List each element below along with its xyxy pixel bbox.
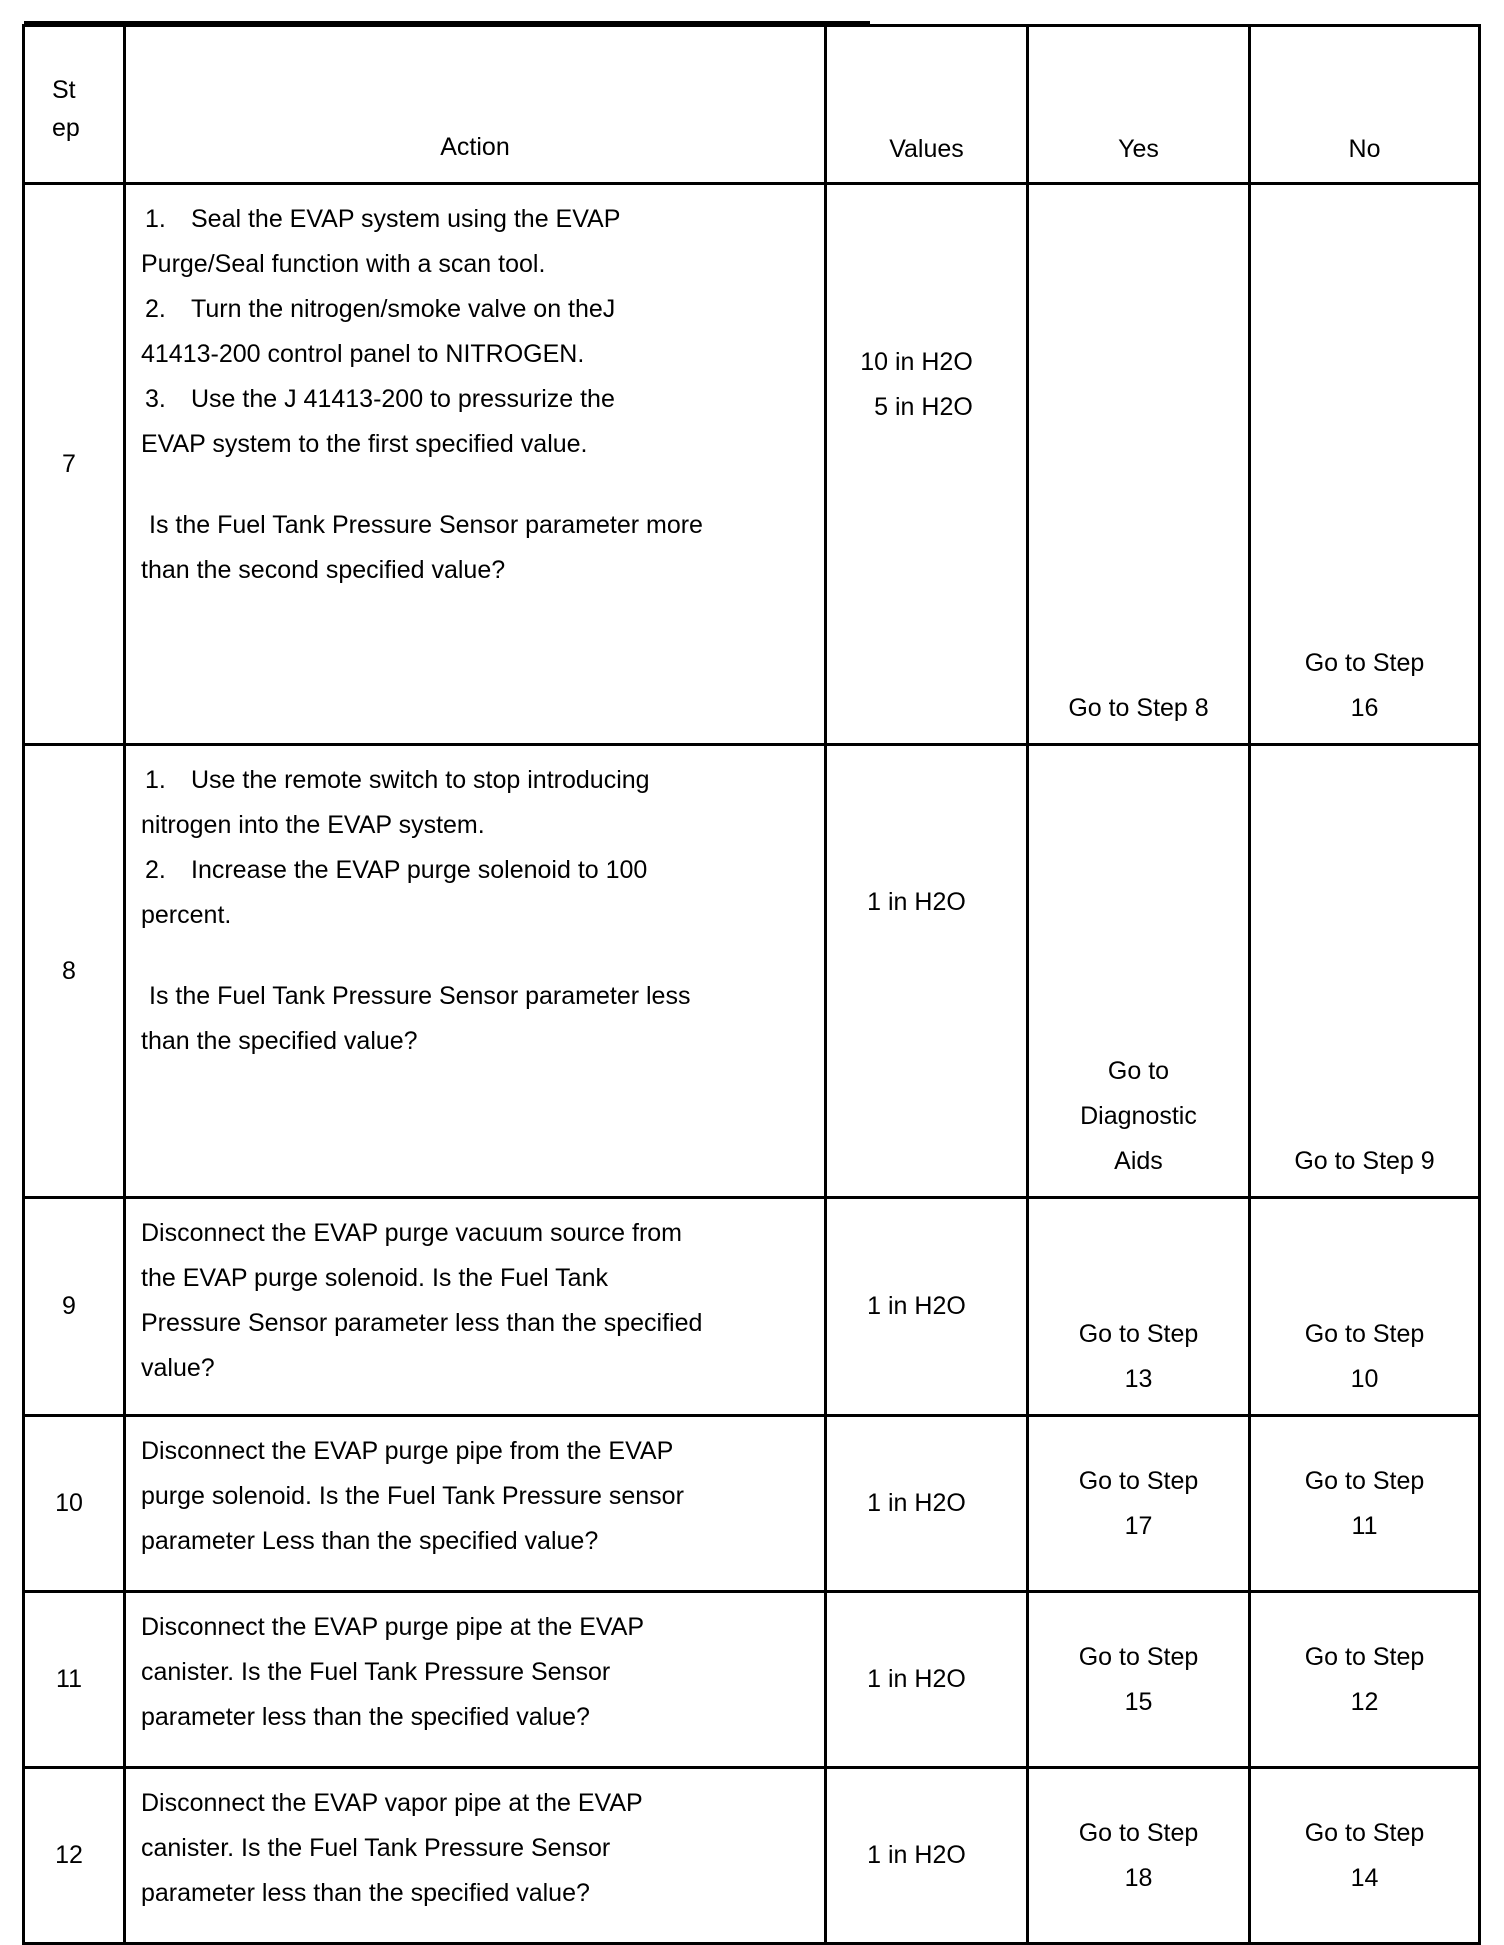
action-line: Disconnect the EVAP purge pipe at the EVAP [141, 1613, 645, 1641]
item-text: Increase the EVAP purge solenoid to 100 [191, 856, 648, 884]
value-line: 10 in H2O [860, 348, 973, 376]
value-line: 1 in H2O [867, 1489, 966, 1517]
no-text: Go to Step [1304, 1818, 1425, 1847]
header-values: Values [826, 26, 1028, 184]
yes-text: Go to [1107, 1057, 1170, 1085]
value-line: 1 in H2O [867, 1292, 966, 1320]
value-line: 1 in H2O [867, 1665, 966, 1693]
question-line: Is the Fuel Tank Pressure Sensor parameter less [149, 982, 691, 1010]
yes-cell [1028, 1416, 1250, 1592]
table-row [24, 184, 1480, 745]
action-item [141, 848, 794, 893]
action-line: parameter less than the specified value? [141, 1703, 590, 1731]
action-cell [125, 1416, 826, 1592]
item-text: Use the remote switch to stop introducing [191, 766, 650, 794]
no-text: 10 [1350, 1365, 1379, 1393]
no-text: 14 [1350, 1863, 1379, 1892]
yes-cell [1028, 1768, 1250, 1944]
step-number: 11 [24, 1592, 125, 1768]
action-cell [125, 184, 826, 745]
no-cell [1250, 745, 1480, 1198]
step-number: 8 [24, 745, 125, 1198]
yes-cell [1028, 745, 1250, 1198]
action-line: Pressure Sensor parameter less than the specified [141, 1309, 703, 1337]
table-row [24, 1416, 1480, 1592]
values-cell [826, 1768, 1028, 1944]
action-item-cont: nitrogen into the EVAP system. [141, 811, 485, 839]
value-line: 5 in H2O [874, 393, 973, 421]
yes-text: Go to Step [1078, 1466, 1199, 1495]
no-cell [1250, 1198, 1480, 1416]
action-item [141, 197, 794, 242]
values-cell [826, 1198, 1028, 1416]
values-cell [826, 745, 1028, 1198]
no-text: 16 [1350, 694, 1379, 722]
item-number: 3. [145, 385, 166, 413]
step-number: 9 [24, 1198, 125, 1416]
header-action: Action [125, 26, 826, 184]
action-line: purge solenoid. Is the Fuel Tank Pressure sensor [141, 1482, 684, 1510]
header-step-line: St [52, 75, 76, 104]
step-number: 10 [24, 1416, 125, 1592]
action-item-cont: percent. [141, 901, 232, 929]
table-row [24, 1768, 1480, 1944]
item-number: 2. [145, 295, 166, 323]
header-no: No [1250, 26, 1480, 184]
action-line: Disconnect the EVAP purge pipe from the EVAP [141, 1437, 674, 1465]
action-item [141, 377, 794, 422]
yes-cell [1028, 1592, 1250, 1768]
header-step-line: ep [52, 113, 80, 142]
action-item-cont: 41413-200 control panel to NITROGEN. [141, 340, 585, 368]
spacer [141, 467, 794, 503]
step-number: 12 [24, 1768, 125, 1944]
values-cell [826, 1592, 1028, 1768]
header-yes: Yes [1028, 26, 1250, 184]
no-cell [1250, 1416, 1480, 1592]
table-row [24, 745, 1480, 1198]
item-number: 1. [145, 766, 166, 794]
no-cell [1250, 1768, 1480, 1944]
no-cell [1250, 1592, 1480, 1768]
action-line: value? [141, 1354, 215, 1382]
table-row [24, 1592, 1480, 1768]
spacer [141, 938, 794, 974]
value-line: 1 in H2O [867, 1841, 966, 1869]
no-text: Go to Step 9 [1294, 1147, 1435, 1175]
action-cell [125, 1592, 826, 1768]
table-row [24, 1198, 1480, 1416]
yes-text: 18 [1124, 1863, 1153, 1892]
values-cell [826, 184, 1028, 745]
yes-text: Aids [1114, 1147, 1163, 1175]
item-text: Turn the nitrogen/smoke valve on theJ [191, 295, 616, 323]
yes-text: Go to Step [1078, 1818, 1199, 1847]
action-line: Disconnect the EVAP vapor pipe at the EVAP [141, 1789, 643, 1817]
action-cell [125, 1198, 826, 1416]
action-line: the EVAP purge solenoid. Is the Fuel Tank [141, 1264, 608, 1292]
question-line: Is the Fuel Tank Pressure Sensor parameter more [149, 511, 703, 539]
action-line: parameter Less than the specified value? [141, 1527, 599, 1555]
no-text: Go to Step [1304, 1642, 1425, 1671]
no-text: 11 [1351, 1511, 1378, 1540]
action-cell [125, 1768, 826, 1944]
values-cell [826, 1416, 1028, 1592]
yes-text: 13 [1124, 1365, 1153, 1393]
no-cell [1250, 184, 1480, 745]
no-text: Go to Step [1304, 1320, 1425, 1348]
action-line: canister. Is the Fuel Tank Pressure Sensor [141, 1834, 611, 1862]
no-text: Go to Step [1304, 1466, 1425, 1495]
action-item [141, 287, 794, 332]
item-number: 2. [145, 856, 166, 884]
question-line: than the second specified value? [141, 556, 506, 584]
action-cell [125, 745, 826, 1198]
action-line: parameter less than the specified value? [141, 1879, 590, 1907]
yes-cell [1028, 184, 1250, 745]
yes-text: 17 [1124, 1511, 1153, 1540]
action-item [141, 758, 794, 803]
item-text: Seal the EVAP system using the EVAP [191, 205, 621, 233]
action-item-cont: EVAP system to the first specified value. [141, 430, 588, 458]
action-item-cont: Purge/Seal function with a scan tool. [141, 250, 546, 278]
header-row [24, 26, 1480, 184]
question-line: than the specified value? [141, 1027, 418, 1055]
action-line: canister. Is the Fuel Tank Pressure Sensor [141, 1658, 611, 1686]
diagnostic-table [22, 24, 1481, 1945]
no-text: 12 [1350, 1687, 1379, 1716]
item-text: Use the J 41413-200 to pressurize the [191, 385, 615, 413]
header-step [24, 26, 125, 184]
yes-text: Diagnostic [1080, 1102, 1197, 1130]
yes-text: 15 [1124, 1687, 1153, 1716]
yes-text: Go to Step 8 [1068, 694, 1209, 722]
yes-text: Go to Step [1078, 1320, 1199, 1348]
no-text: Go to Step [1304, 649, 1425, 677]
value-line: 1 in H2O [867, 888, 966, 916]
item-number: 1. [145, 205, 166, 233]
action-line: Disconnect the EVAP purge vacuum source from [141, 1219, 683, 1247]
step-number: 7 [24, 184, 125, 745]
yes-cell [1028, 1198, 1250, 1416]
yes-text: Go to Step [1078, 1642, 1199, 1671]
